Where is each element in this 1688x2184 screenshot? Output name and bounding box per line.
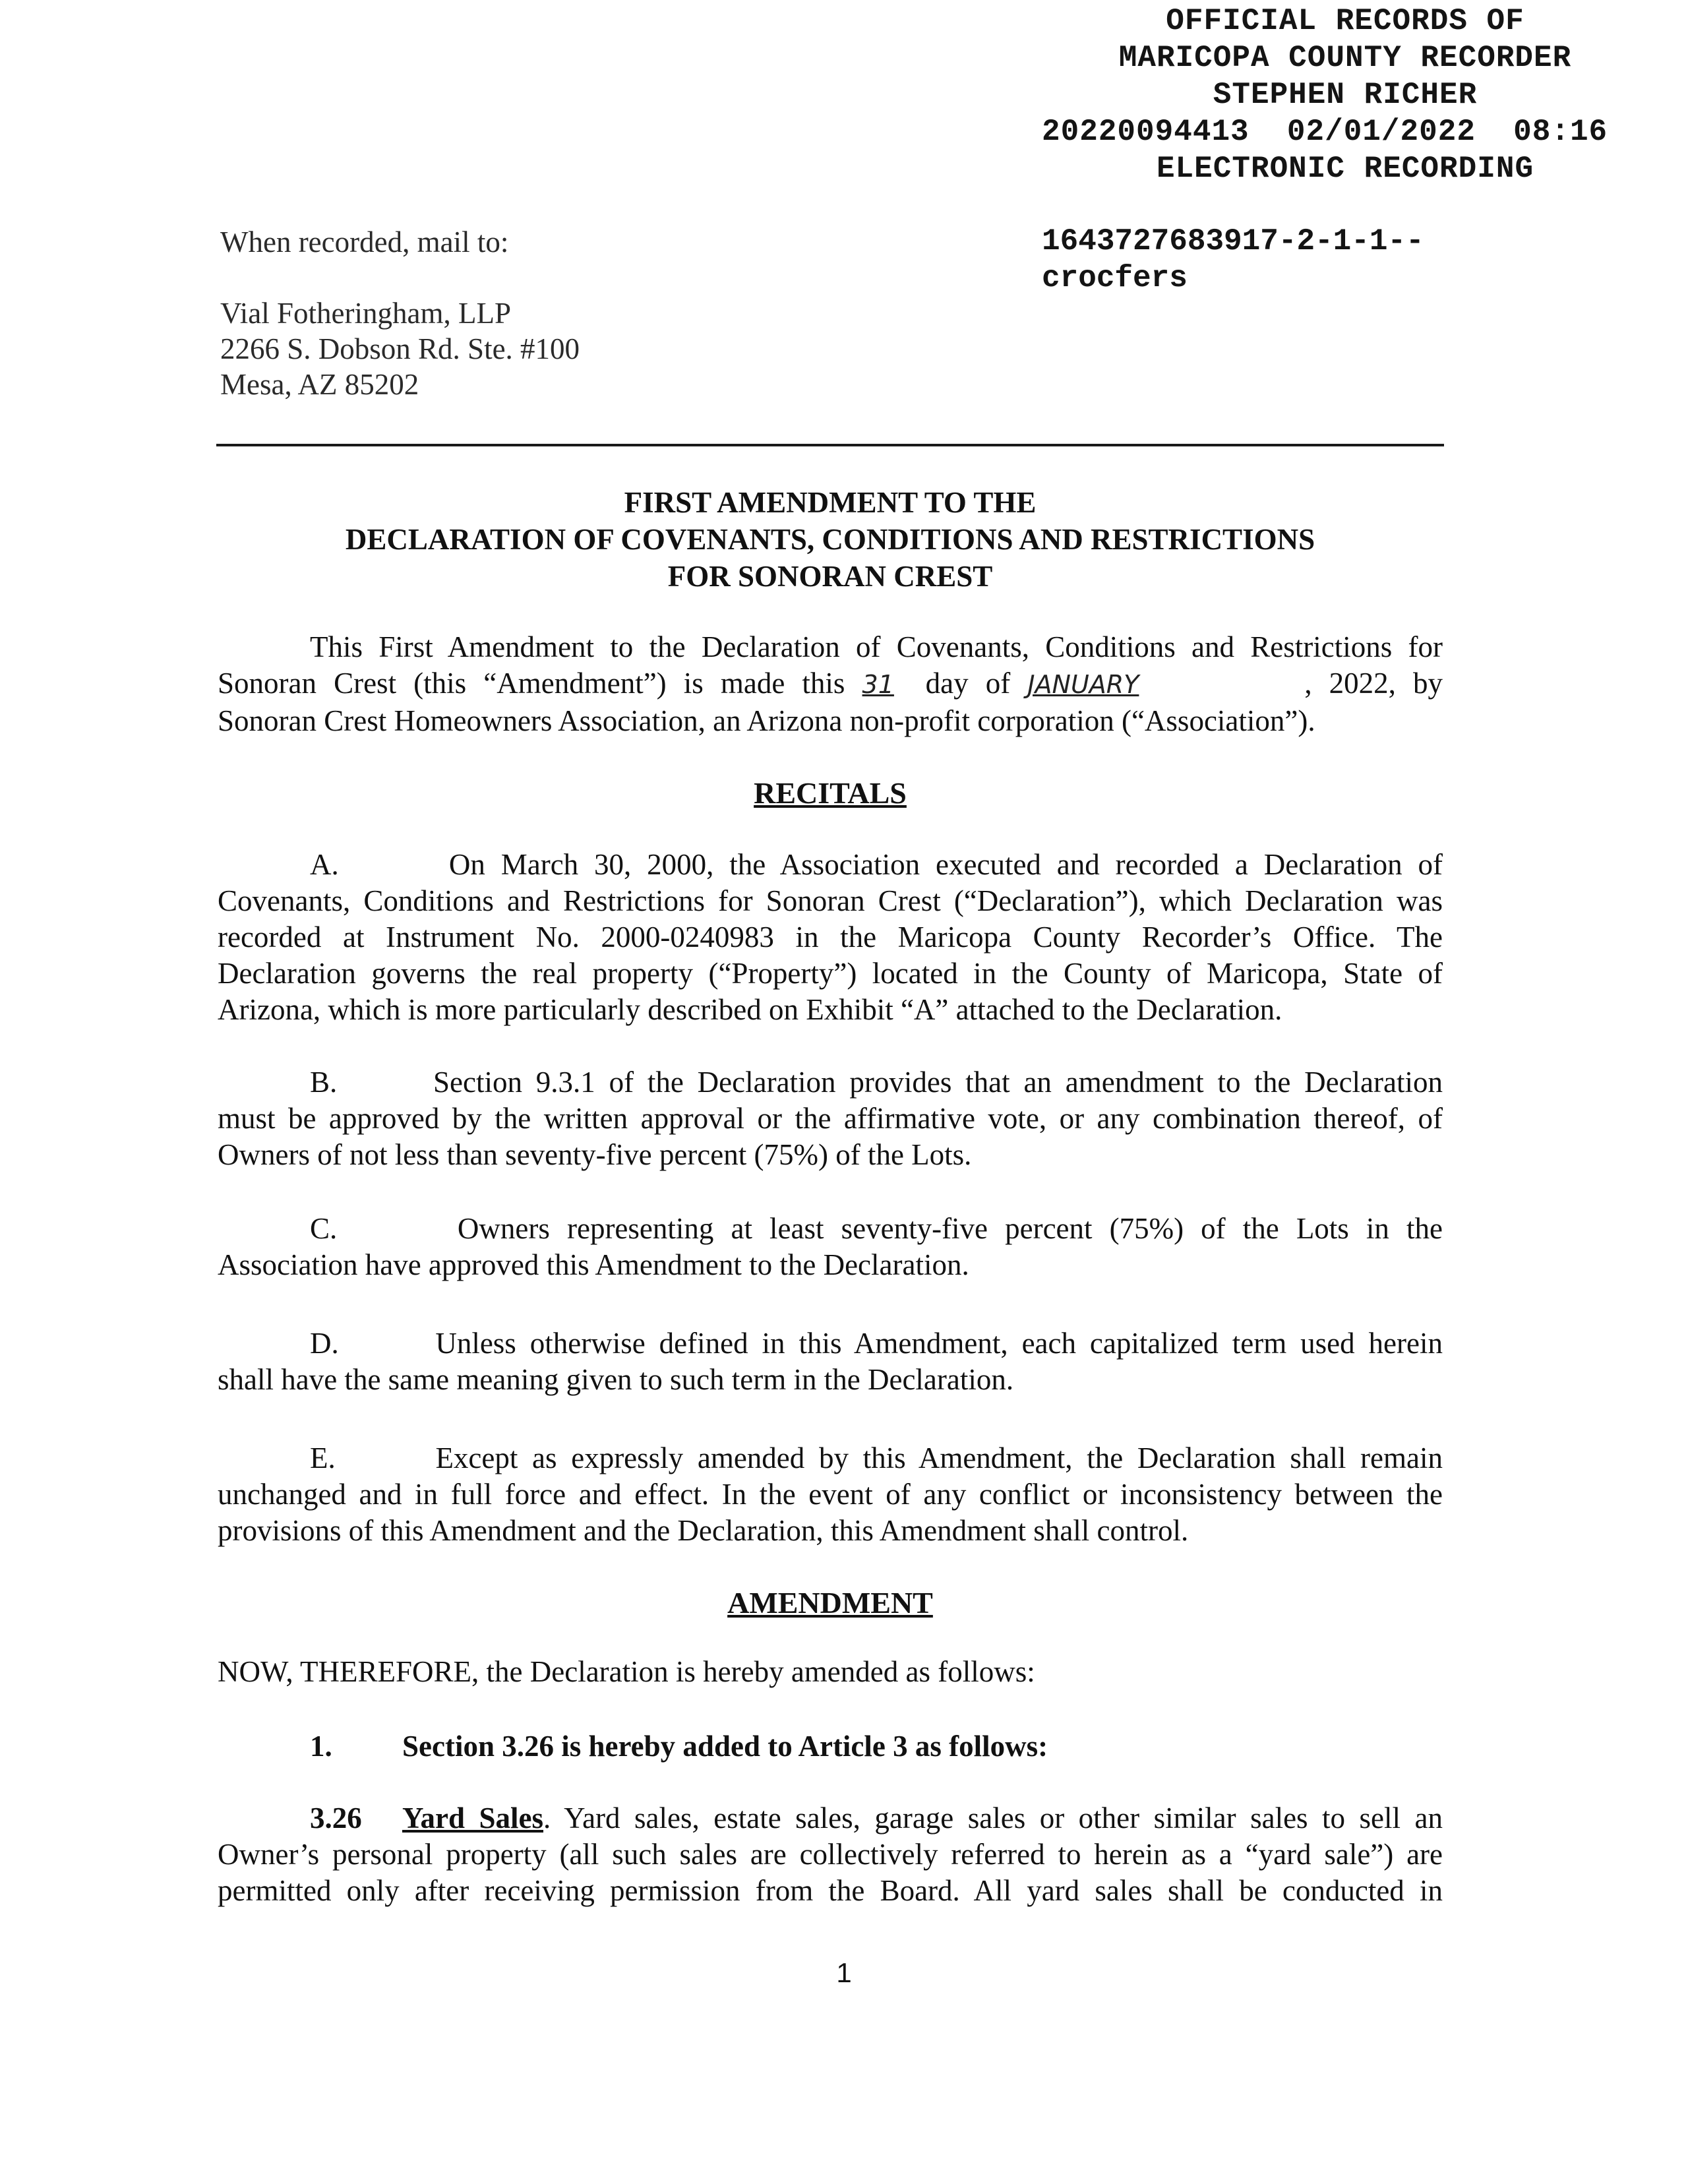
mail-to-street: 2266 S. Dobson Rd. Ste. #100	[220, 332, 580, 365]
recorder-stamp	[1029, 3, 1662, 187]
mail-to-city: Mesa, AZ 85202	[220, 368, 419, 401]
title-line-1: FIRST AMENDMENT TO THE	[624, 486, 1037, 519]
recital-b	[218, 1064, 1443, 1173]
section-3-26	[218, 1800, 1443, 1909]
recital-e	[218, 1440, 1443, 1549]
stamp-recording-line	[1029, 113, 1662, 150]
document-id	[1042, 223, 1635, 297]
mail-to-label: When recorded, mail to:	[220, 226, 509, 258]
stamp-line-1: OFFICIAL RECORDS OF	[1166, 4, 1524, 38]
recital-e-line: unchanged and in full force and effect. In the event of any conflict or inconsistency between the	[218, 1478, 1443, 1511]
header-divider	[216, 444, 1444, 446]
intro-line-3: Sonoran Crest Homeowners Association, an Arizona non-profit corporation (“Association”).	[218, 704, 1315, 737]
recital-a-line: recorded at Instrument No. 2000-0240983 in the Maricopa County Recorder’s Office. The	[218, 921, 1443, 954]
recital-b-line: B. Section 9.3.1 of the Declaration provides that an amendment to the Declaration	[310, 1066, 1443, 1099]
recital-b-line: must be approved by the written approval or the affirmative vote, or any combination thereof, of	[218, 1102, 1443, 1135]
item-number: 1.	[310, 1730, 332, 1763]
stamp-line-3: STEPHEN RICHER	[1213, 78, 1478, 112]
recitals-heading: RECITALS	[754, 776, 907, 810]
mail-to-name: Vial Fotheringham, LLP	[220, 297, 511, 330]
recital-a	[218, 847, 1443, 1028]
intro-line-2: Sonoran Crest (this “Amendment”) is made this 31 day of JANUARY , 2022, by	[218, 665, 1443, 703]
page-number: 1	[836, 1957, 852, 1988]
recital-e-line: provisions of this Amendment and the Declaration, this Amendment shall control.	[218, 1514, 1189, 1547]
recital-c-line: Association have approved this Amendment to the Declaration.	[218, 1248, 969, 1281]
document-title	[216, 484, 1444, 595]
recital-d-line: D. Unless otherwise defined in this Amendment, each capitalized term used herein	[310, 1327, 1443, 1360]
title-line-2: DECLARATION OF COVENANTS, CONDITIONS AND RESTRICTIONS	[345, 523, 1315, 556]
handwritten-month: JANUARY	[1027, 670, 1139, 699]
recital-a-line: A. On March 30, 2000, the Association executed and recorded a Declaration of	[310, 848, 1443, 881]
intro-paragraph	[218, 629, 1443, 739]
item-text: Section 3.26 is hereby added to Article 3 as follows:	[402, 1730, 1048, 1763]
recital-c	[218, 1211, 1443, 1283]
handwritten-day: 31	[862, 670, 894, 699]
doc-id-line-1: 1643727683917-2-1-1--	[1042, 224, 1424, 258]
recital-a-line: Covenants, Conditions and Restrictions for Sonoran Crest (“Declaration”), which Declaration was	[218, 884, 1443, 917]
section-number: 3.26	[310, 1802, 362, 1835]
recital-e-line: E. Except as expressly amended by this Amendment, the Declaration shall remain	[310, 1441, 1443, 1474]
recording-date: 02/01/2022	[1286, 115, 1476, 149]
section-line-2: Owner’s personal property (all such sales are collectively referred to herein as a “yard sale”) are	[218, 1838, 1443, 1871]
section-line-3: permitted only after receiving permission from the Board. All yard sales shall be conducted in	[218, 1874, 1443, 1907]
stamp-line-5: ELECTRONIC RECORDING	[1156, 152, 1534, 186]
recital-a-line: Declaration governs the real property (“Property”) located in the County of Maricopa, State of	[218, 957, 1443, 990]
amendment-item-1	[310, 1729, 1048, 1763]
mail-to-block	[220, 224, 580, 402]
instrument-number: 20220094413	[1042, 115, 1250, 149]
recital-a-line: Arizona, which is more particularly described on Exhibit “A” attached to the Declaration.	[218, 993, 1282, 1026]
recital-c-line: C. Owners representing at least seventy-five percent (75%) of the Lots in the	[310, 1212, 1443, 1245]
recording-time: 08:16	[1513, 115, 1608, 149]
section-title: Yard Sales	[402, 1802, 544, 1835]
stamp-line-2: MARICOPA COUNTY RECORDER	[1118, 41, 1572, 75]
intro-line-1: This First Amendment to the Declaration of Covenants, Conditions and Restrictions for	[310, 630, 1443, 663]
recital-d-line: shall have the same meaning given to such term in the Declaration.	[218, 1363, 1014, 1396]
section-line-1: 3.26 Yard Sales. Yard sales, estate sales, garage sales or other similar sales to sell an	[218, 1800, 1443, 1836]
recital-d	[218, 1325, 1443, 1398]
recital-b-line: Owners of not less than seventy-five percent (75%) of the Lots.	[218, 1138, 972, 1171]
doc-id-line-2: crocfers	[1042, 261, 1188, 295]
title-line-3: FOR SONORAN CREST	[667, 560, 993, 593]
now-therefore: NOW, THEREFORE, the Declaration is hereby amended as follows:	[218, 1655, 1035, 1688]
amendment-heading: AMENDMENT	[727, 1586, 933, 1620]
